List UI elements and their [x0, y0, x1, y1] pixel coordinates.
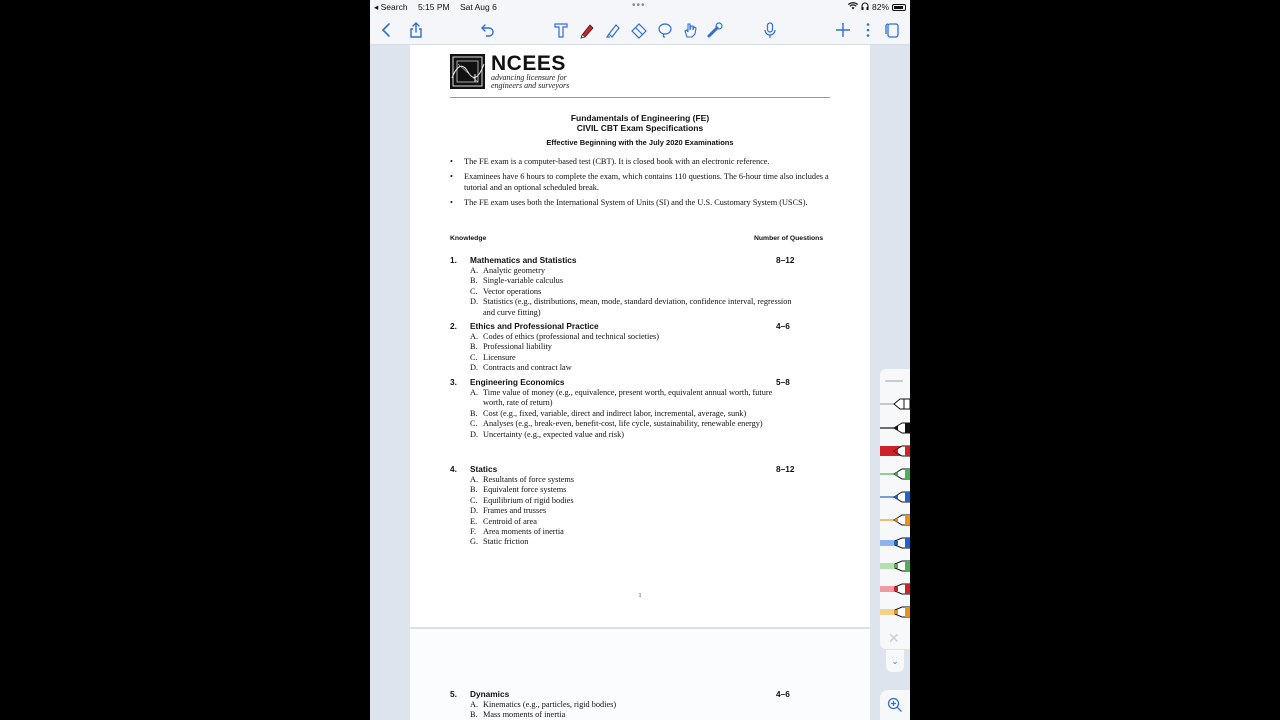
subtopic: F. Area moments of inertia	[470, 527, 564, 537]
subtopic: D. Uncertainty (e.g., expected value and risk)	[470, 429, 624, 439]
highlighter-green[interactable]	[880, 558, 910, 574]
section-number: 2.	[450, 321, 457, 331]
eraser-tool-icon	[630, 21, 648, 39]
subtopic: G. Static friction	[470, 537, 529, 547]
subtopic: B. Single-variable calculus	[470, 276, 563, 286]
bullet-item: • The FE exam is a computer-based test (CBT). It is closed book with an electronic reference.	[450, 157, 830, 167]
laser-pointer-icon	[706, 21, 724, 39]
share-button[interactable]	[405, 19, 427, 41]
subtopic: B. Cost (e.g., fixed, variable, direct and indirect labor, incremental, average, sunk)	[470, 408, 747, 418]
subtopic: B. Equivalent force systems	[470, 485, 567, 495]
ipad-screen	[370, 0, 910, 720]
battery-icon	[892, 4, 906, 11]
pen-tool-button[interactable]	[576, 19, 598, 41]
zoom-in-button[interactable]	[880, 690, 910, 720]
highlighter-orange[interactable]	[880, 604, 910, 620]
pen-tool-icon	[578, 21, 596, 39]
document-page-1[interactable]	[410, 45, 870, 627]
pages-button[interactable]	[881, 19, 903, 41]
pen-icon	[880, 443, 910, 459]
section-title: Dynamics	[470, 689, 510, 699]
share-icon	[407, 21, 425, 39]
status-bar	[370, 0, 910, 14]
back-icon	[378, 21, 396, 39]
section-mathematics	[450, 255, 830, 318]
microphone-button[interactable]	[759, 19, 781, 41]
section-number: 4.	[450, 464, 457, 474]
section-ethics	[450, 321, 830, 374]
subtopic: A. Time value of money (e.g., equivalence, present worth, equivalent annual worth, future worth, rate of return)	[470, 388, 773, 408]
section-engineering-economics	[450, 377, 830, 440]
chevron-down-icon: ⌄	[891, 656, 899, 666]
hand-tool-button[interactable]	[679, 19, 701, 41]
highlighter-icon	[880, 604, 910, 620]
bullet-item: • The FE exam uses both the International System of Units (SI) and the U.S. Customary System (USCS).	[450, 198, 830, 208]
pen-red-selected[interactable]	[880, 443, 910, 459]
intro-bullets	[450, 157, 830, 214]
back-to-app-link[interactable]: ◂ Search	[374, 2, 408, 12]
multitasking-dots[interactable]: •••	[632, 0, 646, 11]
pen-black[interactable]	[880, 420, 910, 436]
subtopic: C. Licensure	[470, 352, 516, 362]
pen-icon	[880, 420, 910, 436]
close-palette-icon[interactable]: ✕	[888, 630, 900, 646]
section-question-count: 8–12	[776, 464, 795, 474]
ncees-logo-mark	[450, 54, 485, 89]
section-question-count: 8–12	[776, 255, 795, 265]
pen-icon	[880, 489, 910, 505]
laser-pointer-button[interactable]	[704, 19, 726, 41]
subtopic: A. Analytic geometry	[470, 266, 545, 275]
highlighter-blue[interactable]	[880, 535, 910, 551]
logo-tagline-1: advancing licensure for	[491, 73, 567, 82]
section-dynamics	[450, 689, 830, 720]
column-header-knowledge: Knowledge	[450, 235, 487, 242]
document-page-2[interactable]	[410, 628, 870, 720]
doc-title-2: CIVIL CBT Exam Specifications	[576, 123, 704, 133]
hand-tool-icon	[681, 21, 699, 39]
section-title: Statics	[470, 464, 498, 474]
subtopic: A. Codes of ethics (professional and technical societies)	[470, 332, 660, 341]
highlighter-red[interactable]	[880, 581, 910, 597]
pen-green[interactable]	[880, 466, 910, 482]
wifi-icon	[848, 2, 858, 12]
back-button[interactable]	[376, 19, 398, 41]
subtopic: A. Resultants of force systems	[470, 475, 575, 484]
zoom-in-icon	[887, 697, 903, 713]
section-title: Ethics and Professional Practice	[470, 321, 599, 331]
ncees-logo	[450, 54, 569, 90]
headphones-icon	[861, 2, 869, 12]
add-button[interactable]	[832, 19, 854, 41]
pen-icon	[880, 512, 910, 528]
battery-percent: 82%	[871, 2, 889, 12]
section-question-count: 5–8	[776, 377, 790, 387]
status-time: 5:15 PM	[417, 2, 450, 12]
subtopic: E. Centroid of area	[470, 516, 537, 526]
lasso-tool-button[interactable]	[654, 19, 676, 41]
subtopic: C. Analyses (e.g., break-even, benefit-cost, life cycle, sustainability, renewable energy)	[470, 419, 763, 429]
section-number: 1.	[450, 255, 457, 265]
undo-button[interactable]	[477, 19, 499, 41]
section-number: 3.	[450, 377, 457, 387]
status-date: Sat Aug 6	[459, 2, 497, 12]
subtopic: B. Professional liability	[470, 342, 552, 352]
add-icon	[834, 21, 852, 39]
section-title: Mathematics and Statistics	[470, 255, 577, 265]
highlighter-tool-icon	[604, 21, 622, 39]
header-divider	[450, 97, 830, 98]
collapse-palette-button[interactable]	[886, 650, 904, 672]
bullet-item: • Examinees have 6 hours to complete the exam, which contains 110 questions. The 6-hour time also includes a tutorial and an optional scheduled break.	[450, 172, 830, 193]
more-icon	[859, 21, 877, 39]
pen-white[interactable]	[880, 396, 910, 412]
palette-drag-handle[interactable]	[885, 380, 903, 382]
highlighter-icon	[880, 581, 910, 597]
section-statics	[450, 464, 830, 548]
subtopic: D. Contracts and contract law	[470, 363, 572, 373]
subtopic: A. Kinematics (e.g., particles, rigid bodies)	[470, 700, 617, 709]
pen-icon	[880, 466, 910, 482]
text-tool-icon	[552, 21, 570, 39]
pen-icon	[880, 396, 910, 412]
pen-orange[interactable]	[880, 512, 910, 528]
subtopic: D. Frames and trusses	[470, 506, 547, 516]
microphone-icon	[761, 21, 779, 39]
column-header-questions: Number of Questions	[754, 235, 824, 242]
subtopic: C. Equilibrium of rigid bodies	[470, 495, 574, 505]
pen-palette	[880, 369, 910, 649]
subtopic: D. Statistics (e.g., distributions, mean, mode, standard deviation, confidence interval, regression and curve fitting)	[470, 297, 792, 317]
text-tool-button[interactable]	[550, 19, 572, 41]
eraser-tool-button[interactable]	[628, 19, 650, 41]
subtopic: B. Mass moments of inertia	[470, 710, 566, 720]
logo-name: NCEES	[491, 52, 566, 75]
highlighter-icon	[880, 558, 910, 574]
lasso-tool-icon	[656, 21, 674, 39]
highlighter-tool-button[interactable]	[602, 19, 624, 41]
more-button[interactable]	[857, 19, 879, 41]
highlighter-icon	[880, 535, 910, 551]
toolbar	[370, 14, 910, 45]
pen-blue[interactable]	[880, 489, 910, 505]
logo-tagline-2: engineers and surveyors	[491, 81, 570, 90]
section-title: Engineering Economics	[470, 377, 565, 387]
section-number: 5.	[450, 689, 457, 699]
undo-icon	[479, 21, 497, 39]
doc-subtitle: Effective Beginning with the July 2020 Examinations	[546, 138, 734, 147]
pages-icon	[883, 21, 901, 39]
page-number: 1	[638, 593, 642, 599]
section-question-count: 4–6	[776, 689, 790, 699]
doc-title-1: Fundamentals of Engineering (FE)	[570, 113, 710, 123]
section-question-count: 4–6	[776, 321, 790, 331]
subtopic: C. Vector operations	[470, 286, 542, 296]
